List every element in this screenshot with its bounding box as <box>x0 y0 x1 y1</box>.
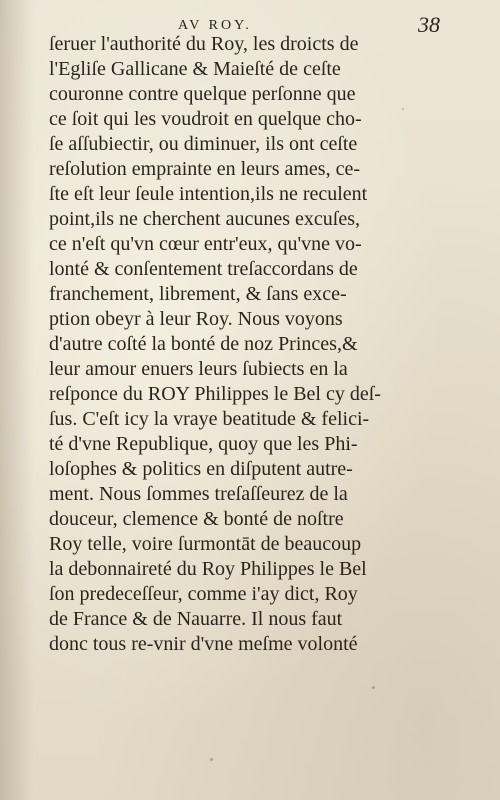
text-line: point,ils ne cherchent aucunes excuſes, <box>49 208 360 230</box>
text-line: ption obeyr à leur Roy. Nous voyons <box>49 308 343 330</box>
text-line: donc tous re-vnir d'vne meſme volonté <box>49 633 358 655</box>
gutter-shadow <box>0 0 34 800</box>
text-line: ce ſoit qui les voudroit en quelque cho- <box>49 108 362 130</box>
text-line: loſophes & politics en diſputent autre- <box>49 458 353 480</box>
text-line: ſus. C'eſt icy la vraye beatitude & felici- <box>49 408 370 430</box>
text-line: reſponce du ROY Philippes le Bel cy deſ- <box>49 383 381 405</box>
text-line: ſe aſſubiectir, ou diminuer, ils ont ceſte <box>49 133 358 155</box>
running-head: AV ROY. <box>178 18 252 33</box>
text-line: l'Egliſe Gallicane & Maieſté de ceſte <box>49 58 341 80</box>
text-line: de France & de Nauarre. Il nous faut <box>49 608 343 630</box>
text-line: té d'vne Republique, quoy que les Phi- <box>49 433 358 455</box>
page-number: 38 <box>418 12 440 37</box>
text-line: ment. Nous ſommes treſaſſeurez de la <box>49 483 348 505</box>
body-text <box>49 32 395 657</box>
text-line: leur amour enuers leurs ſubiects en la <box>49 358 348 380</box>
text-line: couronne contre quelque perſonne que <box>49 83 356 105</box>
text-line: douceur, clemence & bonté de noſtre <box>49 508 344 530</box>
text-line: d'autre coſté la bonté de noz Princes,& <box>49 333 358 355</box>
text-line: ce n'eſt qu'vn cœur entr'eux, qu'vne vo- <box>49 233 362 255</box>
text-line: ſon predeceſſeur, comme i'ay dict, Roy <box>49 583 358 605</box>
text-line: Roy telle, voire ſurmontāt de beaucoup <box>49 533 362 555</box>
paper-speck <box>210 758 213 761</box>
paper-speck <box>402 108 404 110</box>
text-line: lonté & conſentement treſaccordans de <box>49 258 358 280</box>
text-line: ſeruer l'authorité du Roy, les droicts de <box>49 33 359 55</box>
paper-speck <box>372 686 375 689</box>
text-line: ſte eſt leur ſeule intention,ils ne reculent <box>49 183 368 205</box>
text-line: la debonnaireté du Roy Philippes le Bel <box>49 558 367 580</box>
text-line: franchement, librement, & ſans exce- <box>49 283 347 305</box>
text-line: reſolution emprainte en leurs ames, ce- <box>49 158 360 180</box>
